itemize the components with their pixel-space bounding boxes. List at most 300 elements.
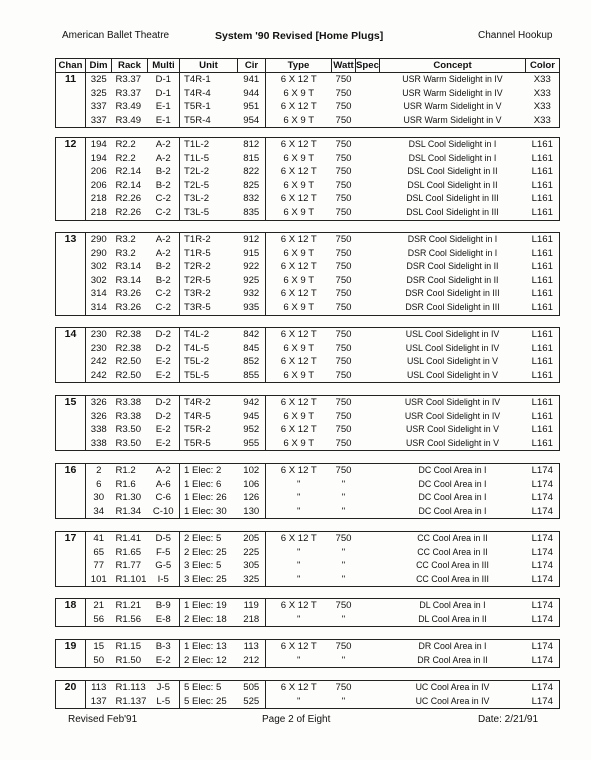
cell-color: L161 bbox=[531, 410, 553, 422]
cell-concept: USR Warm Sidelight in IV bbox=[402, 87, 503, 98]
cell-multi: B-3 bbox=[148, 640, 180, 654]
cell-dim: 56 bbox=[93, 613, 105, 625]
cell-watt: 750 bbox=[335, 356, 352, 368]
table-row bbox=[56, 100, 560, 114]
cell-color: L174 bbox=[531, 478, 553, 490]
cell-rack: R2.50 bbox=[115, 356, 142, 368]
cell-cir: 130 bbox=[238, 505, 266, 519]
cell-watt: " bbox=[341, 654, 346, 666]
cell-spec bbox=[356, 165, 380, 179]
cell-spec bbox=[356, 87, 380, 101]
cell-concept: USR Cool Sidelight in V bbox=[406, 424, 499, 435]
cell-watt: 750 bbox=[335, 179, 352, 191]
cell-type: " bbox=[297, 695, 301, 707]
table-row bbox=[56, 301, 560, 315]
cell-unit: 5 Elec: 5 bbox=[184, 682, 222, 693]
channel-number: 16 bbox=[56, 464, 86, 519]
channel-number: 11 bbox=[56, 73, 86, 128]
cell-color: L161 bbox=[531, 369, 553, 381]
cell-unit: T3R-5 bbox=[184, 301, 211, 313]
cell-cir: 126 bbox=[238, 491, 266, 505]
table-row bbox=[56, 87, 560, 101]
cell-rack: R3.50 bbox=[115, 424, 142, 436]
cell-dim: 337 bbox=[90, 114, 107, 126]
cell-unit: T2L-2 bbox=[184, 166, 210, 178]
cell-spec bbox=[356, 342, 380, 356]
cell-unit: T5R-5 bbox=[184, 437, 211, 449]
table-row bbox=[56, 355, 560, 369]
cell-watt: 750 bbox=[335, 206, 352, 218]
cell-multi: E-1 bbox=[148, 100, 180, 114]
cell-color: L174 bbox=[531, 546, 553, 558]
cell-concept: DL Cool Area in I bbox=[419, 600, 486, 610]
cell-spec bbox=[356, 464, 380, 478]
cell-cir: 113 bbox=[238, 640, 266, 654]
cell-multi: E-2 bbox=[148, 355, 180, 369]
cell-type: " bbox=[297, 560, 301, 572]
cell-concept: DSR Cool Sidelight in III bbox=[405, 301, 500, 312]
cell-cir: 922 bbox=[238, 260, 266, 274]
cell-color: L174 bbox=[531, 505, 553, 517]
table-row bbox=[56, 640, 560, 654]
cell-spec bbox=[356, 328, 380, 342]
cell-concept: USR Cool Sidelight in IV bbox=[404, 397, 501, 407]
cell-dim: 337 bbox=[90, 101, 107, 113]
channel-number: 18 bbox=[56, 599, 86, 627]
cell-rack: R1.137 bbox=[115, 695, 147, 707]
cell-dim: 218 bbox=[90, 206, 107, 218]
cell-color: L174 bbox=[531, 573, 553, 585]
cell-type: " bbox=[297, 505, 301, 517]
cell-cir: 305 bbox=[238, 559, 266, 573]
cell-color: L161 bbox=[531, 329, 553, 340]
cell-unit: T1R-2 bbox=[184, 234, 211, 245]
cell-watt: " bbox=[341, 546, 346, 558]
cell-spec bbox=[356, 100, 380, 114]
cell-color: L161 bbox=[531, 424, 553, 436]
cell-rack: R3.26 bbox=[115, 301, 142, 313]
cell-multi: E-2 bbox=[148, 369, 180, 383]
cell-unit: T4R-5 bbox=[184, 410, 211, 422]
cell-cir: 945 bbox=[238, 410, 266, 424]
cell-watt: 750 bbox=[335, 437, 352, 449]
column-header: Watt bbox=[333, 60, 354, 71]
cell-multi: B-2 bbox=[148, 179, 180, 193]
cell-type: 6 X 12 T bbox=[280, 424, 317, 436]
cell-type: 6 X 12 T bbox=[280, 682, 317, 693]
cell-cir: 944 bbox=[238, 87, 266, 101]
cell-dim: 137 bbox=[90, 695, 107, 707]
cell-unit: T3R-2 bbox=[184, 288, 211, 300]
table-row bbox=[56, 233, 560, 247]
cell-watt: 750 bbox=[335, 114, 352, 126]
cell-color: L161 bbox=[531, 288, 553, 300]
table-row bbox=[56, 410, 560, 424]
cell-type: 6 X 12 T bbox=[280, 288, 317, 300]
table-row bbox=[56, 342, 560, 356]
cell-color: L161 bbox=[531, 261, 553, 273]
cell-rack: R1.41 bbox=[115, 533, 142, 544]
cell-dim: 30 bbox=[93, 492, 105, 504]
cell-rack: R1.56 bbox=[115, 613, 142, 625]
cell-spec bbox=[356, 695, 380, 709]
cell-concept: DSL Cool Sidelight in I bbox=[408, 139, 497, 149]
cell-concept: DSR Cool Sidelight in I bbox=[407, 247, 498, 258]
cell-unit: T1R-5 bbox=[184, 247, 211, 259]
cell-rack: R2.2 bbox=[115, 152, 136, 164]
cell-rack: R3.14 bbox=[115, 261, 142, 273]
cell-cir: 955 bbox=[238, 437, 266, 451]
cell-cir: 102 bbox=[238, 464, 266, 478]
cell-concept: USR Warm Sidelight in V bbox=[403, 101, 502, 112]
cell-watt: 750 bbox=[335, 74, 352, 85]
cell-color: X33 bbox=[533, 74, 551, 85]
cell-rack: R3.49 bbox=[115, 101, 142, 113]
cell-cir: 815 bbox=[238, 152, 266, 166]
cell-dim: 290 bbox=[90, 247, 107, 259]
cell-dim: 302 bbox=[90, 261, 107, 273]
cell-cir: 842 bbox=[238, 328, 266, 342]
cell-concept: CC Cool Area in III bbox=[416, 560, 489, 571]
cell-rack: R1.113 bbox=[115, 682, 146, 693]
table-row bbox=[56, 152, 560, 166]
footer-date: Date: 2/21/91 bbox=[478, 714, 539, 725]
cell-spec bbox=[356, 369, 380, 383]
column-header: Rack bbox=[112, 59, 148, 73]
cell-watt: 750 bbox=[335, 397, 352, 408]
cell-color: L174 bbox=[531, 492, 553, 504]
cell-rack: R1.34 bbox=[115, 505, 142, 517]
cell-cir: 912 bbox=[238, 233, 266, 247]
cell-spec bbox=[356, 505, 380, 519]
cell-color: L174 bbox=[531, 533, 553, 544]
cell-multi: D-2 bbox=[148, 396, 180, 410]
table-row bbox=[56, 613, 560, 627]
cell-rack: R2.38 bbox=[115, 329, 142, 340]
cell-dim: 50 bbox=[93, 654, 105, 666]
cell-spec bbox=[356, 546, 380, 560]
table-row bbox=[56, 73, 560, 87]
cell-type: 6 X 9 T bbox=[283, 247, 315, 259]
cell-unit: 2 Elec: 18 bbox=[184, 613, 227, 625]
cell-dim: 302 bbox=[90, 274, 107, 286]
cell-rack: R3.2 bbox=[115, 247, 136, 259]
cell-dim: 206 bbox=[90, 166, 107, 178]
cell-multi: E-2 bbox=[148, 654, 180, 668]
cell-rack: R3.37 bbox=[115, 74, 142, 85]
cell-cir: 942 bbox=[238, 396, 266, 410]
cell-unit: 1 Elec: 2 bbox=[184, 465, 222, 476]
cell-concept: USL Cool Sidelight in V bbox=[406, 369, 499, 380]
cell-multi: F-5 bbox=[148, 546, 180, 560]
cell-type: 6 X 12 T bbox=[280, 465, 317, 476]
cell-concept: DC Cool Area in I bbox=[418, 505, 487, 516]
channel-group-17 bbox=[55, 531, 560, 587]
cell-cir: 852 bbox=[238, 355, 266, 369]
cell-rack: R3.49 bbox=[115, 114, 142, 126]
channel-group-15 bbox=[55, 395, 560, 451]
table-row bbox=[56, 464, 560, 478]
channel-number: 20 bbox=[56, 681, 86, 709]
cell-multi: A-2 bbox=[148, 138, 180, 152]
cell-cir: 925 bbox=[238, 274, 266, 288]
column-header-row bbox=[56, 59, 560, 73]
cell-cir: 505 bbox=[238, 681, 266, 695]
table-row bbox=[56, 505, 560, 519]
cell-multi: I-5 bbox=[148, 573, 180, 587]
cell-watt: " bbox=[341, 478, 346, 490]
cell-unit: 5 Elec: 25 bbox=[184, 695, 227, 707]
cell-cir: 106 bbox=[238, 478, 266, 492]
table-row bbox=[56, 681, 560, 695]
cell-type: 6 X 9 T bbox=[283, 410, 315, 422]
cell-cir: 822 bbox=[238, 165, 266, 179]
cell-type: 6 X 12 T bbox=[280, 397, 317, 408]
cell-watt: 750 bbox=[335, 234, 352, 245]
header-company: American Ballet Theatre bbox=[62, 30, 170, 41]
cell-color: L174 bbox=[531, 560, 553, 572]
cell-watt: 750 bbox=[335, 641, 352, 652]
cell-watt: 750 bbox=[335, 600, 352, 611]
channel-group-18 bbox=[55, 598, 560, 627]
cell-spec bbox=[356, 491, 380, 505]
cell-watt: 750 bbox=[335, 101, 352, 113]
cell-dim: 6 bbox=[96, 478, 102, 490]
cell-type: 6 X 9 T bbox=[283, 114, 315, 126]
cell-unit: 2 Elec: 5 bbox=[184, 533, 222, 544]
cell-dim: 101 bbox=[90, 573, 107, 585]
cell-rack: R2.14 bbox=[115, 179, 142, 191]
cell-cir: 325 bbox=[238, 573, 266, 587]
cell-unit: 3 Elec: 5 bbox=[184, 560, 222, 572]
cell-watt: " bbox=[341, 505, 346, 517]
cell-concept: DSR Cool Sidelight in I bbox=[407, 234, 498, 244]
cell-rack: R2.14 bbox=[115, 166, 142, 178]
cell-rack: R2.26 bbox=[115, 206, 142, 218]
cell-multi: A-2 bbox=[148, 464, 180, 478]
cell-spec bbox=[356, 138, 380, 152]
cell-unit: T4R-2 bbox=[184, 397, 211, 408]
cell-rack: R3.38 bbox=[115, 397, 142, 408]
cell-rack: R3.14 bbox=[115, 274, 142, 286]
cell-dim: 21 bbox=[93, 600, 105, 611]
cell-unit: T1L-5 bbox=[184, 152, 210, 164]
cell-watt: " bbox=[341, 695, 346, 707]
cell-cir: 825 bbox=[238, 179, 266, 193]
cell-spec bbox=[356, 410, 380, 424]
cell-type: 6 X 9 T bbox=[283, 179, 315, 191]
cell-color: L161 bbox=[531, 247, 553, 259]
cell-color: L161 bbox=[531, 397, 553, 408]
cell-dim: 325 bbox=[90, 74, 107, 85]
cell-concept: USR Cool Sidelight in V bbox=[406, 437, 499, 448]
cell-type: 6 X 12 T bbox=[280, 533, 317, 544]
cell-watt: 750 bbox=[335, 342, 352, 354]
cell-watt: 750 bbox=[335, 533, 352, 544]
cell-spec bbox=[356, 73, 380, 87]
cell-color: L174 bbox=[531, 465, 553, 476]
cell-type: 6 X 12 T bbox=[280, 193, 317, 205]
cell-unit: T5R-2 bbox=[184, 424, 211, 436]
cell-dim: 194 bbox=[90, 139, 107, 150]
column-header: Unit bbox=[180, 59, 238, 73]
cell-unit: T1L-2 bbox=[184, 139, 210, 150]
channel-group-19 bbox=[55, 639, 560, 668]
cell-type: 6 X 12 T bbox=[280, 356, 317, 368]
channel-group-14 bbox=[55, 327, 560, 383]
cell-cir: 812 bbox=[238, 138, 266, 152]
cell-color: L161 bbox=[531, 301, 553, 313]
cell-rack: R1.2 bbox=[115, 465, 136, 476]
table-row bbox=[56, 179, 560, 193]
cell-dim: 325 bbox=[90, 87, 107, 99]
cell-spec bbox=[356, 355, 380, 369]
cell-cir: 119 bbox=[238, 599, 266, 613]
cell-rack: R1.77 bbox=[115, 560, 142, 572]
header-title: System '90 Revised [Home Plugs] bbox=[215, 30, 384, 42]
cell-type: 6 X 12 T bbox=[280, 74, 317, 85]
cell-concept: USR Warm Sidelight in IV bbox=[402, 74, 503, 84]
cell-color: X33 bbox=[533, 87, 551, 99]
channel-group-13 bbox=[55, 232, 560, 316]
cell-multi: C-2 bbox=[148, 301, 180, 315]
cell-cir: 845 bbox=[238, 342, 266, 356]
table-row bbox=[56, 423, 560, 437]
cell-multi: D-2 bbox=[148, 328, 180, 342]
cell-spec bbox=[356, 287, 380, 301]
cell-concept: DC Cool Area in I bbox=[418, 492, 487, 503]
cell-unit: T3L-5 bbox=[184, 206, 210, 218]
cell-unit: T2L-5 bbox=[184, 179, 210, 191]
cell-dim: 338 bbox=[90, 437, 107, 449]
cell-spec bbox=[356, 478, 380, 492]
cell-spec bbox=[356, 114, 380, 128]
channel-number: 15 bbox=[56, 396, 86, 451]
cell-concept: USR Warm Sidelight in V bbox=[403, 114, 502, 125]
cell-cir: 218 bbox=[238, 613, 266, 627]
cell-unit: 1 Elec: 6 bbox=[184, 478, 222, 490]
cell-type: 6 X 12 T bbox=[280, 166, 317, 178]
cell-dim: 242 bbox=[90, 369, 107, 381]
column-header: Spec bbox=[356, 60, 379, 71]
cell-multi: E-2 bbox=[148, 437, 180, 451]
cell-cir: 941 bbox=[238, 73, 266, 87]
cell-rack: R3.2 bbox=[115, 234, 136, 245]
cell-dim: 218 bbox=[90, 193, 107, 205]
cell-watt: 750 bbox=[335, 369, 352, 381]
cell-spec bbox=[356, 437, 380, 451]
cell-cir: 225 bbox=[238, 546, 266, 560]
cell-multi: C-6 bbox=[148, 491, 180, 505]
cell-unit: T4L-2 bbox=[184, 329, 210, 340]
cell-unit: 3 Elec: 25 bbox=[184, 573, 227, 585]
cell-rack: R2.2 bbox=[115, 139, 136, 150]
cell-dim: 314 bbox=[90, 288, 107, 300]
cell-dim: 326 bbox=[90, 397, 107, 408]
cell-type: " bbox=[297, 613, 301, 625]
cell-color: L174 bbox=[531, 695, 553, 707]
cell-color: L161 bbox=[531, 356, 553, 368]
cell-rack: R3.26 bbox=[115, 288, 142, 300]
column-header: Multi bbox=[148, 59, 180, 73]
cell-watt: 750 bbox=[335, 166, 352, 178]
cell-rack: R1.21 bbox=[115, 600, 142, 611]
cell-cir: 954 bbox=[238, 114, 266, 128]
cell-concept: DSL Cool Sidelight in III bbox=[406, 193, 499, 204]
column-header: Type bbox=[266, 59, 332, 73]
cell-type: 6 X 9 T bbox=[283, 342, 315, 354]
cell-color: X33 bbox=[533, 114, 551, 126]
column-header: Chan bbox=[56, 59, 86, 73]
cell-cir: 212 bbox=[238, 654, 266, 668]
cell-watt: 750 bbox=[335, 682, 352, 693]
cell-multi: C-2 bbox=[148, 192, 180, 206]
cell-watt: " bbox=[341, 573, 346, 585]
cell-color: L161 bbox=[531, 179, 553, 191]
cell-spec bbox=[356, 681, 380, 695]
cell-dim: 314 bbox=[90, 301, 107, 313]
cell-color: L161 bbox=[531, 193, 553, 205]
cell-type: " bbox=[297, 492, 301, 504]
cell-color: L161 bbox=[531, 342, 553, 354]
cell-watt: 750 bbox=[335, 247, 352, 259]
cell-concept: CC Cool Area in II bbox=[417, 533, 488, 543]
header-doc-type: Channel Hookup bbox=[478, 30, 553, 41]
cell-dim: 194 bbox=[90, 152, 107, 164]
cell-type: " bbox=[297, 654, 301, 666]
cell-concept: USR Cool Sidelight in IV bbox=[404, 410, 501, 421]
cell-spec bbox=[356, 206, 380, 220]
table-row bbox=[56, 369, 560, 383]
table-row bbox=[56, 599, 560, 613]
cell-multi: C-2 bbox=[148, 287, 180, 301]
cell-type: 6 X 12 T bbox=[280, 329, 317, 340]
cell-multi: B-2 bbox=[148, 260, 180, 274]
cell-dim: 338 bbox=[90, 424, 107, 436]
cell-cir: 932 bbox=[238, 287, 266, 301]
channel-group-20 bbox=[55, 680, 560, 709]
cell-watt: 750 bbox=[335, 152, 352, 164]
cell-type: 6 X 9 T bbox=[283, 437, 315, 449]
table-row bbox=[56, 437, 560, 451]
cell-color: L174 bbox=[531, 641, 553, 652]
cell-unit: T2R-2 bbox=[184, 261, 211, 273]
cell-concept: DL Cool Area in II bbox=[418, 613, 487, 624]
cell-spec bbox=[356, 654, 380, 668]
cell-watt: 750 bbox=[335, 329, 352, 340]
cell-multi: G-5 bbox=[148, 559, 180, 573]
cell-spec bbox=[356, 179, 380, 193]
cell-spec bbox=[356, 559, 380, 573]
channel-number: 17 bbox=[56, 532, 86, 587]
cell-watt: " bbox=[341, 492, 346, 504]
cell-dim: 113 bbox=[91, 682, 107, 693]
cell-rack: R3.38 bbox=[115, 410, 142, 422]
cell-rack: R2.38 bbox=[115, 342, 142, 354]
cell-color: L161 bbox=[531, 139, 553, 150]
cell-multi: A-2 bbox=[148, 152, 180, 166]
column-header: Dim bbox=[86, 59, 112, 73]
cell-unit: T5R-4 bbox=[184, 114, 211, 126]
cell-rack: R1.50 bbox=[115, 654, 142, 666]
cell-concept: DSL Cool Sidelight in II bbox=[407, 179, 498, 190]
cell-multi: D-2 bbox=[148, 342, 180, 356]
cell-multi: B-9 bbox=[148, 599, 180, 613]
channel-group-11 bbox=[55, 58, 560, 128]
cell-spec bbox=[356, 640, 380, 654]
cell-multi: D-5 bbox=[148, 532, 180, 546]
cell-type: 6 X 9 T bbox=[283, 206, 315, 218]
